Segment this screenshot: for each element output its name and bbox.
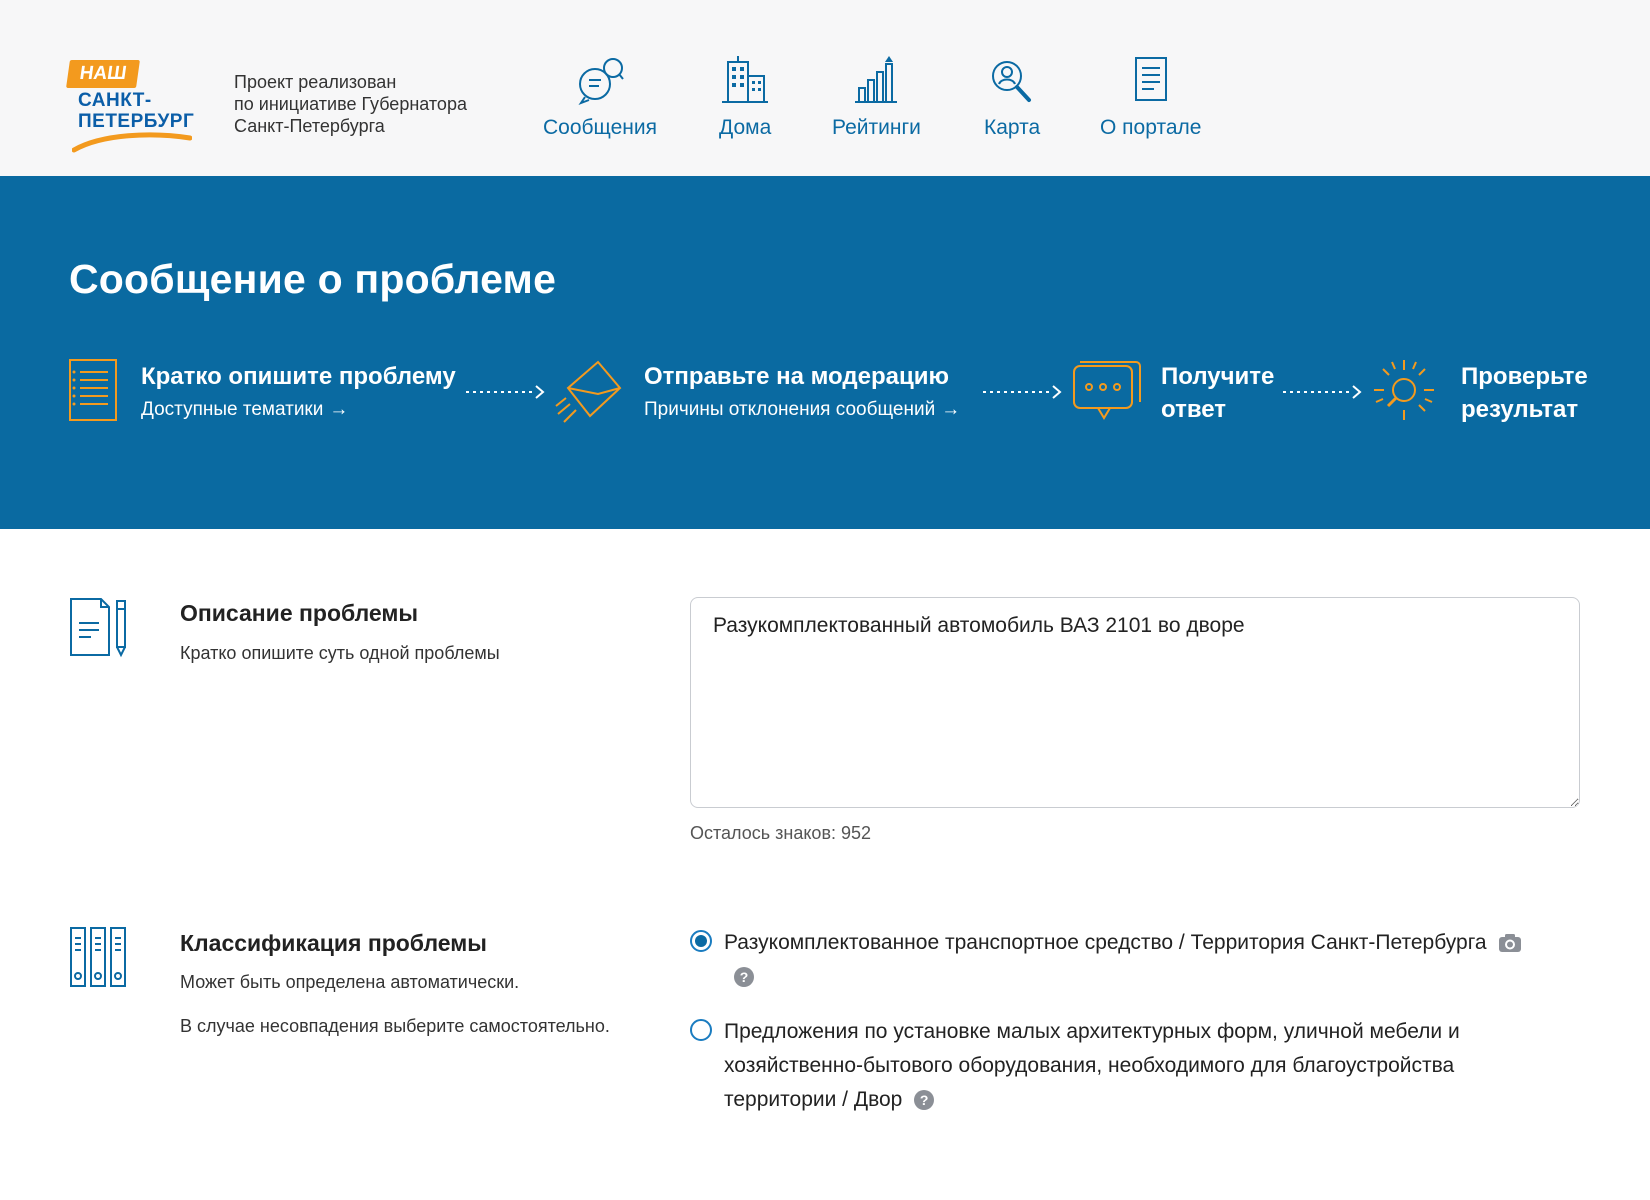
nav-ratings[interactable] [832,54,921,140]
option-label-tail: территории / Двор [724,1088,903,1111]
classification-option-text [724,926,1522,994]
char-counter-label: Осталось знаков: [690,823,837,843]
magnifier-sun-icon [1372,358,1440,426]
nav-label: О портале [1100,116,1202,139]
document-icon [1126,54,1176,106]
bar-chart-icon [851,54,901,106]
option-help-row [724,960,1522,994]
nav-messages[interactable] [543,54,657,140]
help-icon[interactable]: ? [914,1090,934,1110]
radio-button[interactable] [690,1019,712,1041]
logo-swoosh-icon [72,128,192,154]
nav-label: Карта [984,116,1041,139]
site-header [0,0,1650,176]
step-title-line: Получите [1161,363,1275,390]
dotted-arrow-icon [983,384,1063,400]
section-subtitle: Кратко опишите суть одной проблемы [180,643,500,663]
problem-description-textarea[interactable] [690,597,1580,808]
nav-label: Дома [719,116,772,139]
classification-option[interactable] [690,926,1522,994]
site-logo[interactable] [68,56,193,151]
dotted-arrow-icon [466,384,546,400]
tagline-line: Проект реализован [234,72,397,92]
classification-option-text [724,1015,1460,1117]
section-title-classification: Классификация проблемы [180,930,487,956]
chat-bubbles-icon [575,54,625,106]
radio-button[interactable] [690,930,712,952]
option-label-line: Предложения по установке малых архитектурных форм, уличной мебели и [724,1020,1460,1043]
char-counter-value: 952 [841,823,872,843]
step-link-label: Доступные тематики [141,399,324,420]
section-subtitle: Может быть определена автоматически. [180,972,520,992]
project-tagline [234,71,504,137]
available-topics-link[interactable] [141,399,348,421]
logo-nash-badge: НАШ [66,60,140,88]
nav-about[interactable] [1100,54,1201,140]
buildings-icon [720,54,770,106]
classification-option[interactable] [690,1015,1460,1117]
binders-icon [69,926,131,988]
map-search-icon [987,54,1037,106]
message-dots-icon [1072,358,1142,424]
rejection-reasons-link[interactable] [644,399,960,421]
nav-label: Сообщения [543,116,657,139]
tagline-line: Санкт-Петербурга [234,116,385,136]
step-title-line: результат [1461,396,1579,423]
option-label-line [724,1083,1460,1117]
arrow-right-icon: → [941,399,961,420]
camera-icon[interactable] [1498,933,1522,953]
step-title: Отправьте на модерацию [644,363,949,390]
option-label: Разукомплектованное транспортное средство / Территория Санкт-Петербурга [724,931,1487,954]
step-title-line: Проверьте [1461,363,1588,390]
section-title-description: Описание проблемы [180,600,419,626]
step-link-label: Причины отклонения сообщений [644,399,936,420]
arrow-right-icon: → [329,399,349,420]
hero-banner [0,176,1650,529]
envelope-send-icon [554,358,624,426]
logo-line-saint: САНКТ- [78,90,152,111]
step-title: Кратко опишите проблему [141,363,456,390]
step-title [1461,360,1588,426]
tagline-line: по инициативе Губернатора [234,94,467,114]
nav-map[interactable] [984,54,1040,140]
step-title-line: ответ [1161,396,1227,423]
nav-label: Рейтинги [832,116,921,139]
logo-line-petersburg: ПЕТЕРБУРГ [78,111,195,132]
char-counter [690,823,871,844]
notepad-icon [68,358,120,424]
section-subtitle: В случае несовпадения выберите самостоятельно. [180,1016,610,1036]
help-icon[interactable]: ? [734,967,754,987]
document-pencil-icon [69,597,131,659]
dotted-arrow-icon [1283,384,1363,400]
option-label-line: хозяйственно-бытового оборудования, необходимого для благоустройства [724,1054,1455,1077]
page-title: Сообщение о проблеме [69,256,557,302]
step-title [1161,360,1274,426]
nav-houses[interactable] [719,54,771,140]
